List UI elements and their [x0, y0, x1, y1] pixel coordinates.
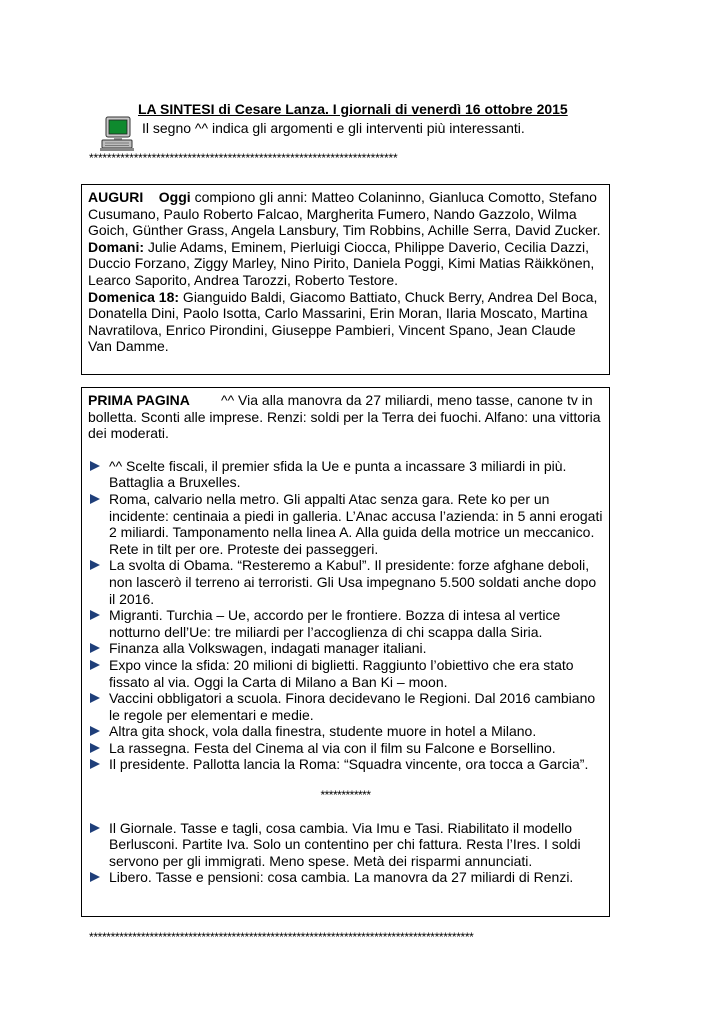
oggi-text: compiono gli anni: Matteo Colaninno, Gianluca Comotto, Stefano Cusumano, Paulo Roberto Falcao, Margherita Fumero, Nando Gazzolo, Wilma Goich, Günther Grass, Angela Lansbury, Tim Robbins, Achille Serra, David Zucker.: [88, 189, 601, 239]
list-item: La rassegna. Festa del Cinema al via con il film su Falcone e Borsellino.: [88, 740, 603, 757]
auguri-domenica: [88, 289, 603, 355]
list-item: Migranti. Turchia – Ue, accordo per le frontiere. Bozza di intesa al vertice notturno dell’Ue: tre miliardi per l’accoglienza di chi scappa dalla Siria.: [88, 607, 603, 640]
page-title: LA SINTESI di Cesare Lanza. I giornali di venerdì 16 ottobre 2015: [138, 101, 568, 117]
auguri-box: [81, 184, 610, 375]
prima-pagina-box: [81, 387, 610, 917]
list-item: ^^ Scelte fiscali, il premier sfida la Ue e punta a incassare 3 miliardi in più. Battaglia a Bruxelles.: [88, 458, 603, 491]
auguri-domani: [88, 239, 603, 289]
arrow-bullet-icon: [90, 660, 100, 670]
arrow-bullet-icon: [90, 743, 100, 753]
arrow-bullet-icon: [90, 610, 100, 620]
divider-top: *********************************************************************: [89, 151, 398, 165]
arrow-bullet-icon: [90, 643, 100, 653]
oggi-label: Oggi: [158, 189, 191, 205]
arrow-bullet-icon: [90, 494, 100, 504]
list-item: Finanza alla Volkswagen, indagati manager italiani.: [88, 640, 603, 657]
headline-list: [88, 458, 603, 773]
arrow-bullet-icon: [90, 461, 100, 471]
prima-pagina-intro-text: ^^ Via alla manovra da 27 miliardi, meno tasse, canone tv in bolletta. Sconti alle imprese. Renzi: soldi per la Terra dei fuochi. Alfano: una vittoria dei moderati.: [88, 392, 601, 442]
page-subtitle: Il segno ^^ indica gli argomenti e gli interventi più interessanti.: [142, 120, 525, 136]
arrow-bullet-icon: [90, 726, 100, 736]
list-item: Roma, calvario nella metro. Gli appalti Atac senza gara. Rete ko per un incidente: centinaia a piedi in galleria. L’Anac accusa l’azienda: in 5 anni erogati 2 miliardi. Tamponamento nella linea A. Alla guida della motrice un meccanico. Rete in tilt per ore. Proteste dei passeggeri.: [88, 491, 603, 557]
domani-text: Julie Adams, Eminem, Pierluigi Ciocca, Philippe Daverio, Cecilia Dazzi, Duccio Forzano, Ziggy Marley, Nino Pirito, Daniela Poggi, Kimi Matias Räikkönen, Learco Saporito, Andrea Tarozzi, Roberto Testore.: [88, 238, 595, 288]
domenica-text: Gianguido Baldi, Giacomo Battiato, Chuck Berry, Andrea Del Boca, Donatella Dini, Paolo Isotta, Carlo Massarini, Erin Moran, Ilaria Moscato, Martina Navratilova, Enrico Pirondini, Giuseppe Pambieri, Vincent Spano, Jean Claude Van Damme.: [88, 288, 598, 355]
arrow-bullet-icon: [90, 823, 100, 833]
arrow-bullet-icon: [90, 759, 100, 769]
domenica-label: Domenica 18:: [88, 288, 180, 305]
prima-pagina-intro: [88, 392, 603, 442]
divider-bottom: *****************************************************************************************: [89, 930, 474, 944]
auguri-oggi: [88, 189, 603, 239]
list-item: Il Giornale. Tasse e tagli, cosa cambia. Via Imu e Tasi. Riabilitato il modello Berlusconi. Partite Iva. Solo un contentino per chi fattura. Resta l’Ires. I soldi servono per gli immigrati. Meno spese. Metà dei risparmi annunciati.: [88, 820, 603, 870]
list-item: La svolta di Obama. “Resteremo a Kabul”. Il presidente: forze afghane deboli, non lascerò il terreno ai terroristi. Gli Usa impegnano 5.500 soldati anche dopo il 2016.: [88, 557, 603, 607]
prima-pagina-label: PRIMA PAGINA: [88, 392, 190, 408]
newspaper-list: [88, 820, 603, 886]
arrow-bullet-icon: [90, 693, 100, 703]
computer-icon: [97, 113, 137, 153]
arrow-bullet-icon: [90, 872, 100, 882]
arrow-bullet-icon: [90, 560, 100, 570]
list-item: Il presidente. Pallotta lancia la Roma: “Squadra vincente, ora tocca a Garcia”.: [88, 756, 603, 773]
list-item: Vaccini obbligatori a scuola. Finora decidevano le Regioni. Dal 2016 cambiano le regole per elementari e medie.: [88, 690, 603, 723]
list-item: Altra gita shock, vola dalla finestra, studente muore in hotel a Milano.: [88, 723, 603, 740]
auguri-label: AUGURI: [88, 189, 144, 205]
section-separator: ************: [320, 788, 371, 803]
list-item: Libero. Tasse e pensioni: cosa cambia. La manovra da 27 miliardi di Renzi.: [88, 869, 603, 886]
domani-label: Domani:: [88, 238, 144, 255]
list-item: Expo vince la sfida: 20 milioni di biglietti. Raggiunto l’obiettivo che era stato fissato al via. Oggi la Carta di Milano a Ban Ki – moon.: [88, 657, 603, 690]
